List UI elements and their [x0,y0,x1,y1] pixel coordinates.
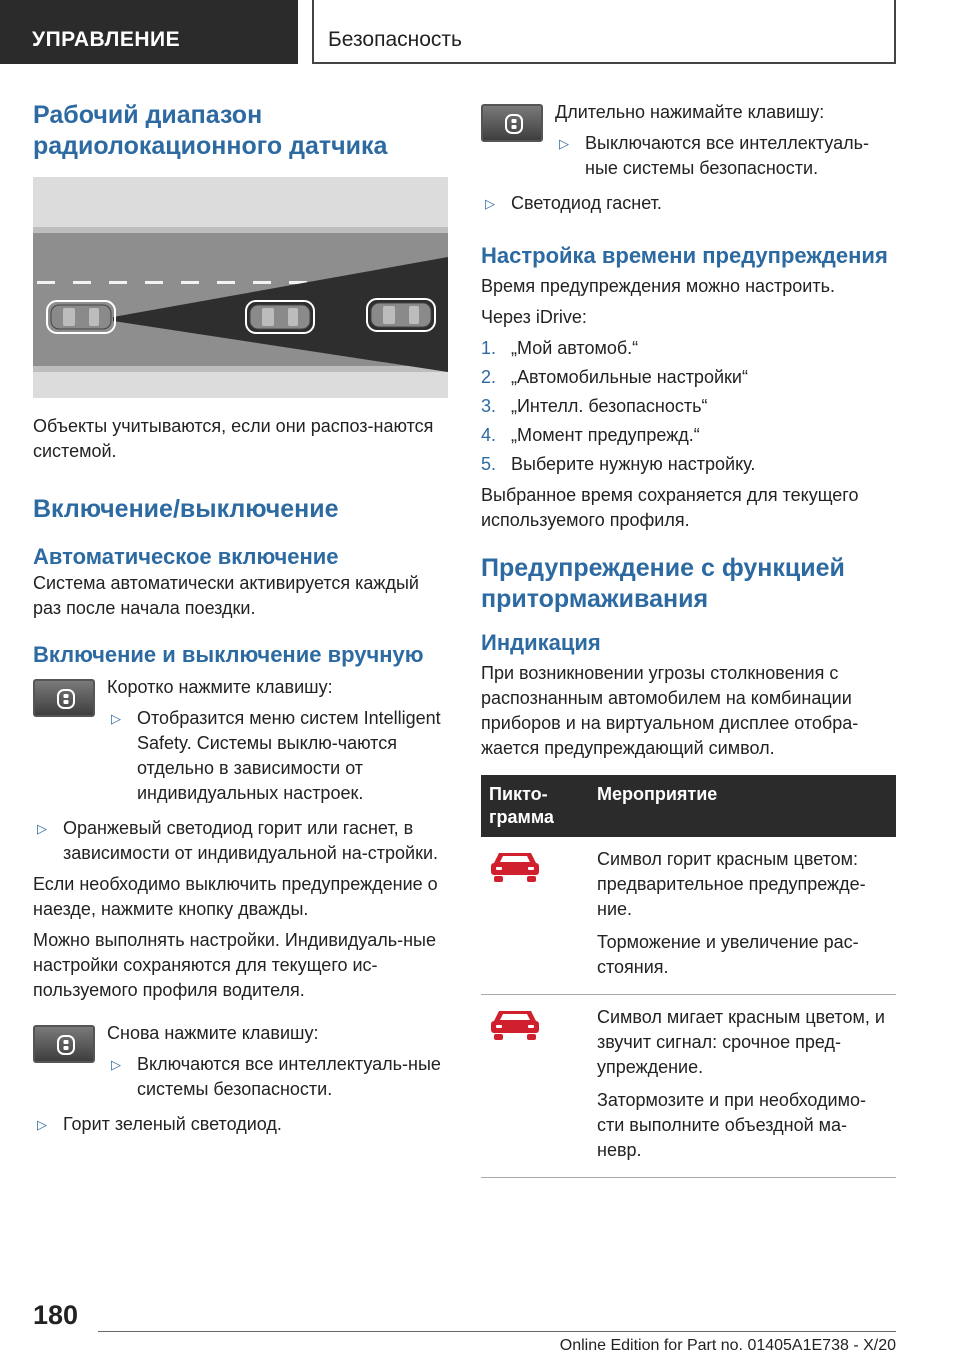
press-long-row [481,100,896,181]
steps-list [481,336,896,477]
action-cell: Символ мигает красным цветом, и звучит сигнал: срочное пред-упреждение. Затормозите и при необходимо-сти выполните объездной ма-невр. [589,995,896,1178]
settings-text: Можно выполнять настройки. Индивидуаль-ные настройки сохраняются для текущего ис-пользуемого профиля водителя. [33,930,437,1000]
topic-tab: Безопасность [312,0,896,64]
triangle-bullet-icon: ▷ [37,1117,47,1132]
table-row [481,837,896,995]
onoff-title: Включение/выключение [33,495,339,523]
list-item: 1. „Мой автомоб.“ [481,338,639,358]
indication-title: Индикация [481,630,601,655]
red-car-warning-icon [489,1005,541,1043]
section-tab: УПРАВЛЕНИЕ [0,0,298,64]
orange-led-bullet: ▷ Оранжевый светодиод горит или гаснет, в зависимости от индивидуальной на-стройки. [37,818,439,863]
table-row [481,995,896,1178]
range-title: Рабочий диапазон радиолокационного датчика [33,101,388,160]
pictogram-cell [481,995,589,1178]
page-number: 180 [33,1300,79,1330]
manual-title: Включение и выключение вручную [33,642,424,667]
time-text: Время предупреждения можно настроить. [481,276,835,296]
footer-divider [98,1331,896,1332]
all-off-bullet: ▷ Выключаются все интеллектуаль-ные системы безопасности. [559,133,869,178]
edition-text: Online Edition for Part no. 01405A1E738 - X/20 [559,1337,896,1354]
triangle-bullet-icon: ▷ [111,711,121,726]
left-column [33,100,448,1137]
press-long-label: Длительно нажимайте клавишу: [555,102,825,122]
radar-range-illustration [33,177,448,398]
green-led-bullet: ▷ Горит зеленый светодиод. [33,1112,448,1137]
list-item: 2. „Автомобильные настройки“ [481,367,748,387]
triangle-bullet-icon: ▷ [37,821,47,836]
menu-bullet: ▷ Отобразится меню систем Intelligent Safety. Системы выклю-чаются отдельно в зависимости от индивидуальных настроек. [111,708,441,803]
triangle-bullet-icon: ▷ [111,1057,121,1072]
led-off-bullet: ▷ Светодиод гаснет. [481,191,896,216]
pedestrian-text: Если необходимо выключить предупреждение о наезде, нажмите кнопку дважды. [33,874,438,919]
list-item: 4. „Момент предупрежд.“ [481,425,700,445]
all-on-bullet: ▷ Включаются все интеллектуаль-ные системы безопасности. [111,1054,441,1099]
press-again-label: Снова нажмите клавишу: [107,1023,319,1043]
brake-warning-title: Предупреждение с функцией притормаживания [481,554,845,613]
press-short-label: Коротко нажмите клавишу: [107,677,333,697]
auto-text: Система автоматически активируется каждый раз после начала поездки. [33,573,419,618]
right-column [481,100,896,1178]
safety-button-icon [33,1025,95,1063]
press-short-row [33,675,448,806]
triangle-bullet-icon: ▷ [559,136,569,151]
via-idrive: Через iDrive: [481,307,587,327]
red-car-warning-icon [489,847,541,885]
action-cell: Символ горит красным цветом: предварительное предупрежде-ние. Торможение и увеличение рас-стояния. [589,837,896,995]
col-action-header: Мероприятие [589,775,896,837]
safety-button-icon [481,104,543,142]
table-header-row [481,775,896,837]
col-pictogram-header: Пикто-грамма [481,775,589,837]
list-item: 3. „Интелл. безопасность“ [481,396,708,416]
range-caption: Объекты учитываются, если они распоз-наются системой. [33,416,434,461]
pictogram-cell [481,837,589,995]
press-again-row [33,1021,448,1102]
pictogram-table [481,775,896,1178]
safety-button-icon [33,679,95,717]
saved-text: Выбранное время сохраняется для текущего используемого профиля. [481,485,859,530]
triangle-bullet-icon: ▷ [485,196,495,211]
auto-title: Автоматическое включение [33,544,339,569]
time-title: Настройка времени предупреждения [481,243,888,268]
list-item: 5. Выберите нужную настройку. [481,454,756,474]
indication-text: При возникновении угрозы столкновения с распознанным автомобилем на комбинации приборов и на виртуальном дисплее отобра-жается предупреждающий символ. [481,663,859,758]
